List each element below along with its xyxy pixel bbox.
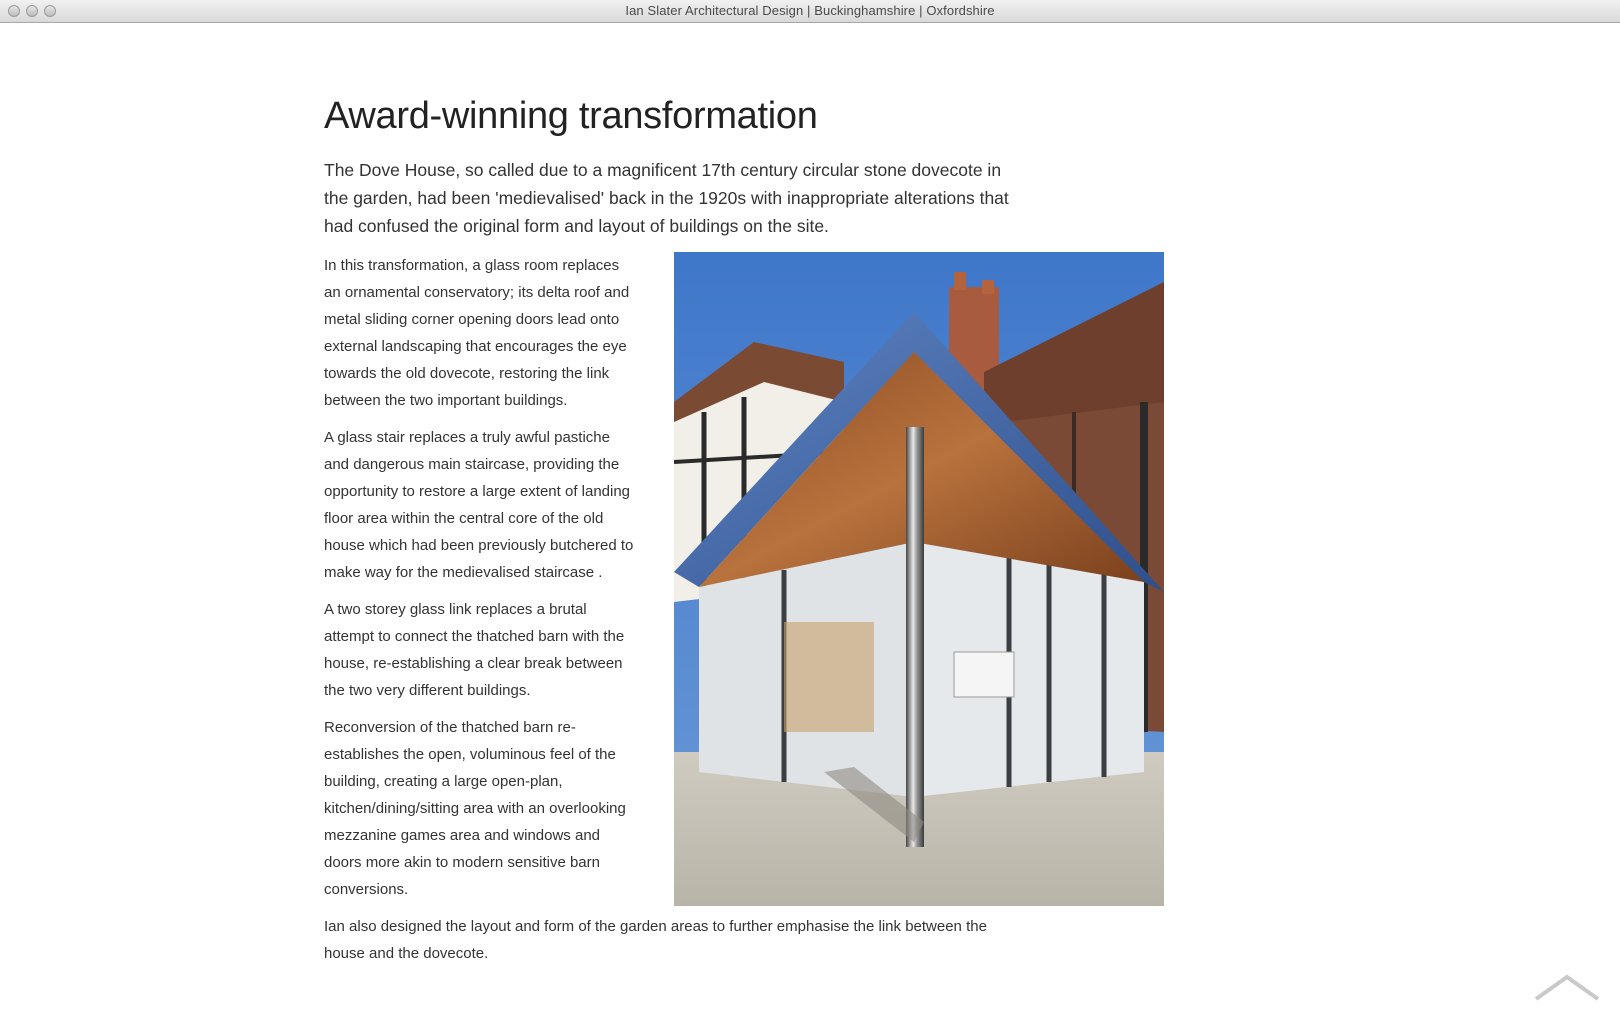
chevron-up-icon	[1532, 973, 1602, 1003]
article-body	[324, 252, 1184, 967]
closing-paragraph: Ian also designed the layout and form of the garden areas to further emphasise the link between the house and the dovecote.	[324, 918, 987, 962]
window-title: Ian Slater Architectural Design | Buckinghamshire | Oxfordshire	[625, 3, 995, 18]
body-paragraph: Reconversion of the thatched barn re-establishes the open, voluminous feel of the building, creating a large open-plan, kitchen/dining/sitting area with an overlooking mezzanine games area and windows and doors more akin to modern sensitive barn conversions.	[324, 719, 626, 898]
window-titlebar	[0, 0, 1620, 23]
page-title: Award-winning transformation	[324, 95, 818, 137]
article	[324, 90, 1184, 967]
body-paragraph: A two storey glass link replaces a brutal attempt to connect the thatched barn with the house, re-establishing a clear break between the two very different buildings.	[324, 601, 625, 699]
body-paragraph: A glass stair replaces a truly awful pastiche and dangerous main staircase, providing the opportunity to restore a large extent of landing floor area within the central core of the old house which had been previously butchered to make way for the medievalised staircase .	[324, 429, 634, 581]
house-photo	[674, 252, 1164, 906]
body-paragraph: In this transformation, a glass room replaces an ornamental conservatory; its delta roof and metal sliding corner opening doors lead onto external landscaping that encourages the eye towards the old dovecote, restoring the link between the two important buildings.	[324, 257, 630, 409]
text-column	[324, 252, 634, 903]
lead-paragraph: The Dove House, so called due to a magnificent 17th century circular stone dovecote in the garden, had been 'medievalised' back in the 1920s with inappropriate alterations that had confused the original form and layout of buildings on the site.	[324, 160, 1009, 236]
house-glass-room-photo	[674, 252, 1164, 906]
scroll-to-top-button[interactable]	[1532, 973, 1602, 1003]
